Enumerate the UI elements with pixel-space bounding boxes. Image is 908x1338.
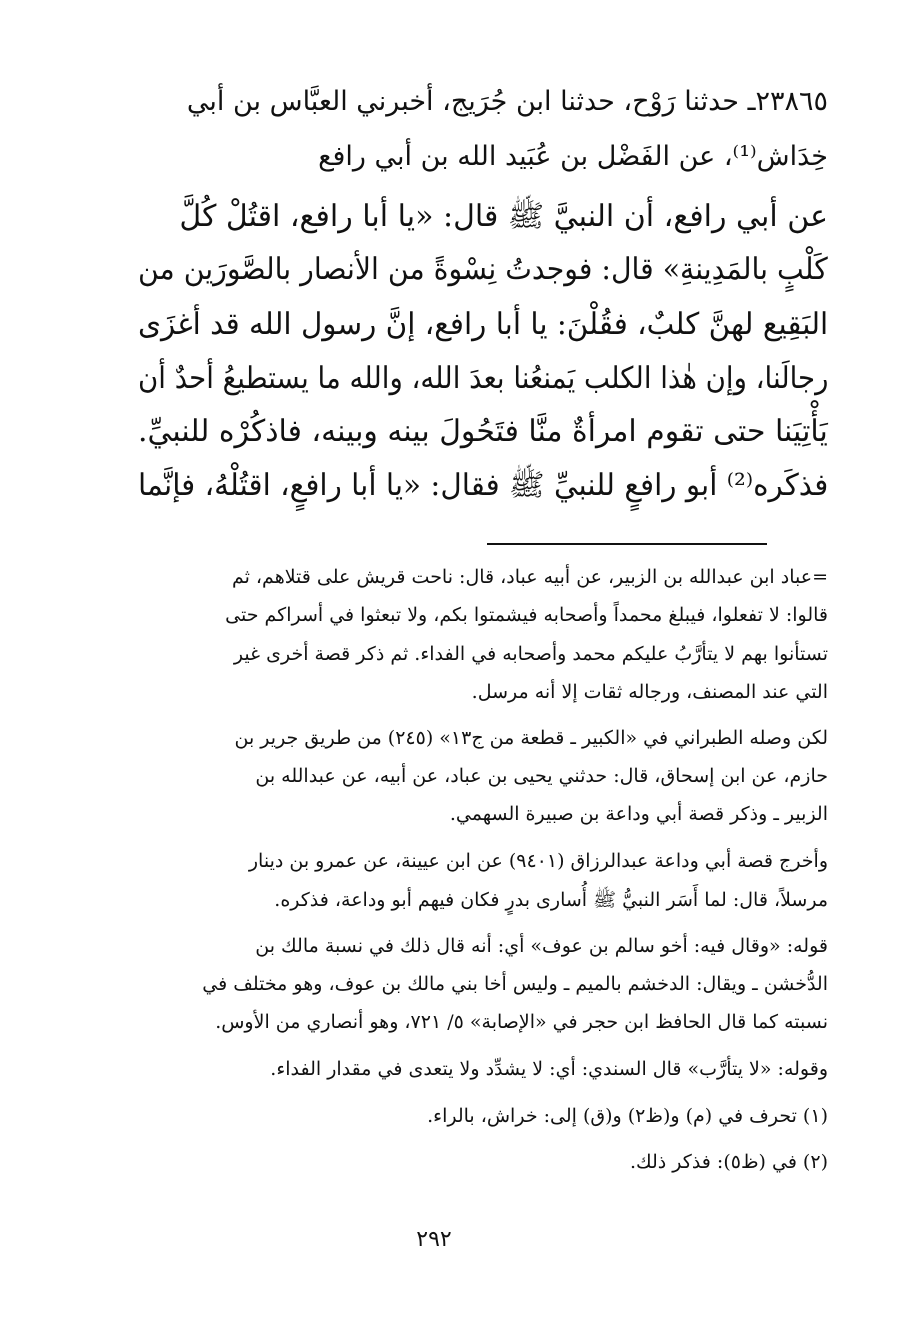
footnote-line: نسبته كما قال الحافظ ابن حجر في «الإصابة» ٥/ ٧٢١، وهو أنصاري من الأوس. [215, 1011, 828, 1033]
hadith-text-line: رجالَنا، وإن هٰذا الكلب يَمنعُنا بعدَ الله، والله ما يستطيعُ أحدٌ أن [137, 361, 828, 396]
footnote-2: (٢) في (ظ٥): فذكر ذلك. [629, 1151, 828, 1173]
hadith-text-line: فذكَره⁽²⁾ أبو رافعٍ للنبيِّ ﷺ فقال: «يا أبا رافعٍ، اقتُلْهُ، فإنَّما [137, 468, 828, 503]
footnote-line: وقوله: «لا يتأرَّب» قال السندي: أي: لا يشدِّد ولا يتعدى في مقدار الفداء. [270, 1058, 828, 1080]
footnote-line: تستأنوا بهم لا يتأرَّبُ عليكم محمد وأصحابه في الفداء. ثم ذكر قصة أخرى غير [233, 643, 828, 665]
footnote-line: الزبير ـ وذكر قصة أبي وداعة بن صبيرة السهمي. [449, 803, 828, 825]
hadith-text-line: عن أبي رافع، أن النبيَّ ﷺ قال: «يا أبا رافع، اقتُلْ كُلَّ [179, 199, 828, 234]
footnote-separator [487, 543, 767, 545]
hadith-text-line: البَقِيع لهنَّ كلبٌ، فقُلْنَ: يا أبا رافع، إنَّ رسول الله قد أغزَى [137, 307, 828, 342]
footnote-line: لكن وصله الطبراني في «الكبير ـ قطعة من ج١٣» (٢٤٥) من طريق جرير بن [234, 727, 828, 749]
footnote-line: وأخرج قصة أبي وداعة عبدالرزاق (٩٤٠١) عن ابن عيينة، عن عمرو بن دينار [248, 850, 828, 872]
page-number: ٢٩٢ [416, 1227, 452, 1252]
footnote-line: التي عند المصنف، ورجاله ثقات إلا أنه مرسل. [471, 681, 828, 703]
hadith-text-line: كَلْبٍ بالمَدِينةِ» قال: فوجدتُ نِسْوةً من الأنصار بالصَّورَين من [138, 252, 828, 287]
hadith-isnad-line: ٢٣٨٦٥ـ حدثنا رَوْح، حدثنا ابن جُرَيج، أخبرني العبَّاس بن أبي [186, 86, 828, 117]
footnote-line: =عباد ابن عبدالله بن الزبير، عن أبيه عباد، قال: ناحت قريش على قتلاهم، ثم [231, 566, 828, 588]
hadith-isnad-line: خِدَاش⁽¹⁾، عن الفَضْل بن عُبَيد الله بن أبي رافع [318, 141, 828, 172]
footnote-line: قوله: «وقال فيه: أخو سالم بن عوف» أي: أنه قال ذلك في نسبة مالك بن [255, 935, 828, 957]
footnote-1: (١) تحرف في (م) و(ظ٢) و(ق) إلى: خراش، بالراء. [427, 1105, 828, 1127]
footnote-line: مرسلاً، قال: لما أَسَر النبيُّ ﷺ أُسارى بدرٍ فكان فيهم أبو وداعة، فذكره. [274, 889, 828, 911]
footnote-line: الدُّخشن ـ ويقال: الدخشم بالميم ـ وليس أخا بني مالك بن عوف، وهو مختلف في [202, 973, 828, 995]
hadith-text-line: يَأْتِيَنا حتى تقوم امرأةٌ منَّا فتَحُولَ بينه وبينه، فاذكُرْه للنبيِّ. [138, 414, 828, 449]
footnote-line: قالوا: لا تفعلوا، فيبلغ محمداً وأصحابه فيشمتوا بكم، ولا تبعثوا في أسراكم حتى [225, 604, 828, 626]
footnote-line: حازم، عن ابن إسحاق، قال: حدثني يحيى بن عباد، عن أبيه، عن عبدالله بن [255, 765, 828, 787]
